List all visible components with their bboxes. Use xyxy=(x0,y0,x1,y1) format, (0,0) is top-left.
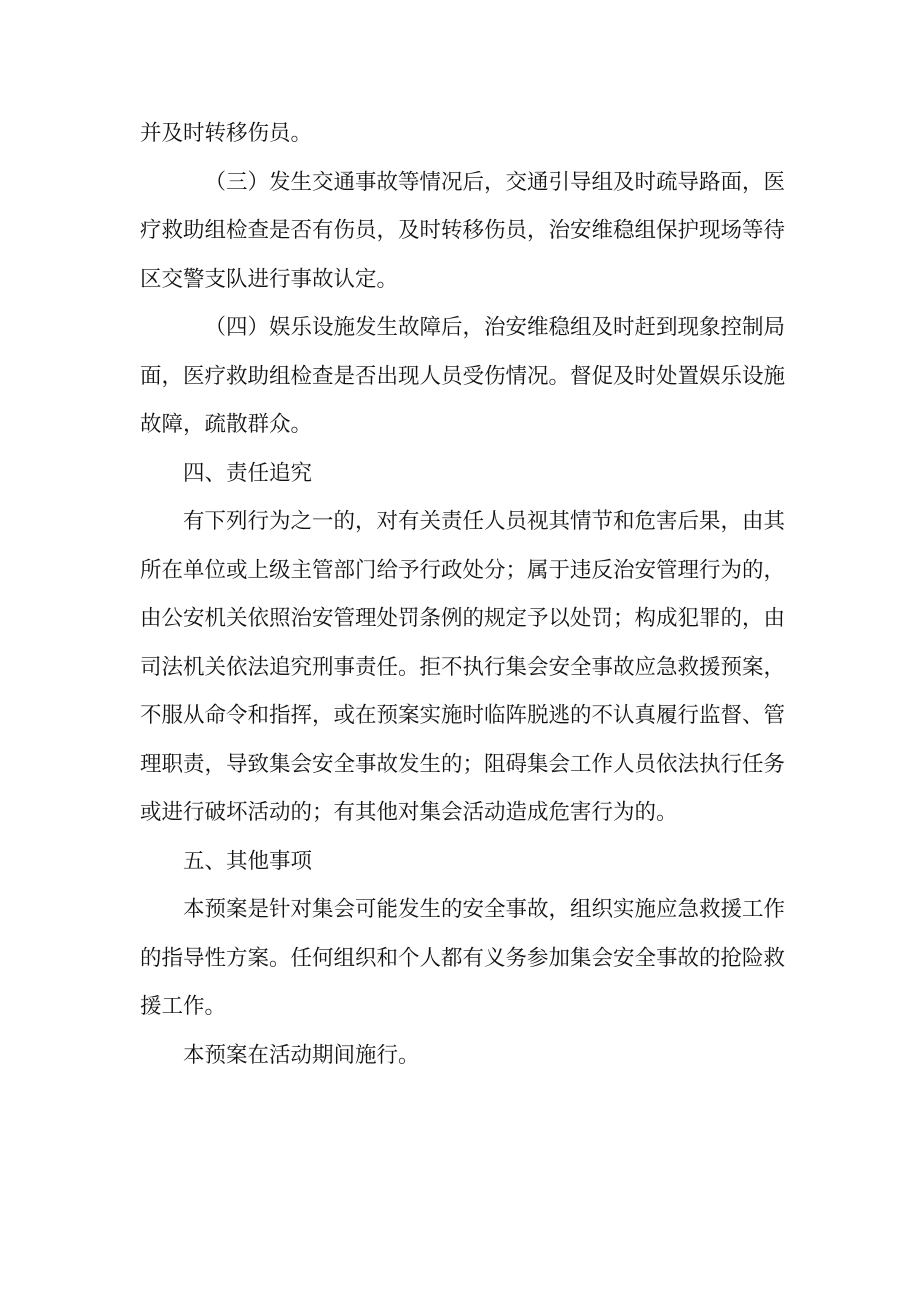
paragraph-plan-scope: 本预案是针对集会可能发生的安全事故，组织实施应急救援工作的指导性方案。任何组织和个人都有义务参加集会安全事故的抢险救援工作。 xyxy=(140,897,786,1019)
paragraph-effective-period: 本预案在活动期间施行。 xyxy=(183,1042,420,1068)
section-heading-other-matters: 五、其他事项 xyxy=(183,848,313,874)
section-heading-liability: 四、责任追究 xyxy=(183,460,313,486)
paragraph-continuation: 并及时转移伤员。 xyxy=(140,121,313,146)
paragraph-item-three: （三）发生交通事故等情况后，交通引导组及时疏导路面，医疗救助组检查是否有伤员，及时转移伤员，治安维稳组保护现场等待区交警支队进行事故认定。 xyxy=(140,169,786,292)
paragraph-item-four: （四）娱乐设施发生故障后，治安维稳组及时赶到现象控制局面，医疗救助组检查是否出现人员受伤情况。督促及时处置娱乐设施故障，疏散群众。 xyxy=(140,315,786,437)
paragraph-liability: 有下列行为之一的，对有关责任人员视其情节和危害后果，由其所在单位或上级主管部门给予行政处分；属于违反治安管理行为的，由公安机关依照治安管理处罚条例的规定予以处罚；构成犯罪的，由司法机关依法追究刑事责任。拒不执行集会安全事故应急救援预案，不服从命令和指挥，或在预案实施时临阵脱逃的不认真履行监督、管理职责，导致集会安全事故发生的；阻碍集会工作人员依法执行任务或进行破坏活动的；有其他对集会活动造成危害行为的。 xyxy=(140,509,786,825)
document-body xyxy=(140,110,785,1080)
